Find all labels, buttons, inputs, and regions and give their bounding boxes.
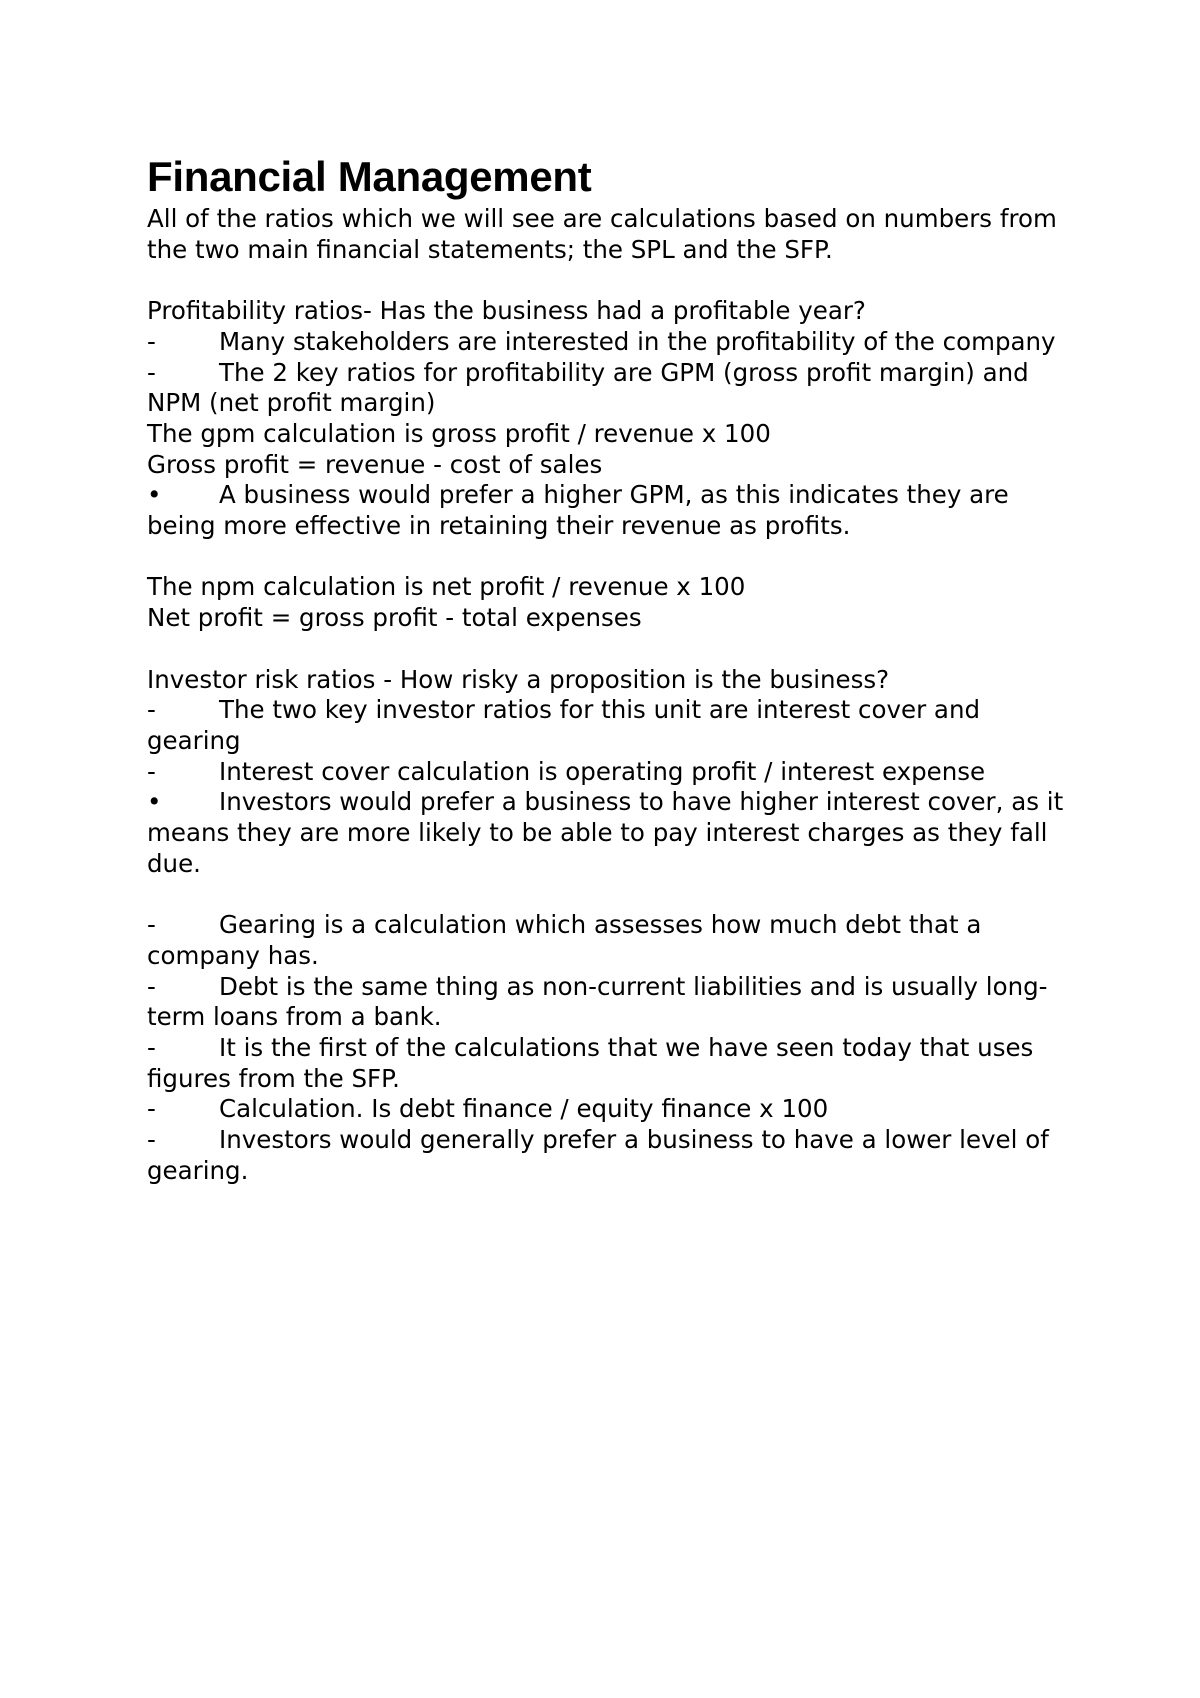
list-item [147,480,1077,541]
list-item [147,1094,1077,1125]
gpm-calculation: The gpm calculation is gross profit / revenue x 100 [147,418,771,448]
net-profit-definition: Net profit = gross profit - total expenses [147,603,642,633]
list-item [147,1033,1077,1094]
list-item [147,695,1077,756]
dash-marker: - [147,910,156,940]
document-title: Financial Management [147,153,592,200]
gross-profit-definition: Gross profit = revenue - cost of sales [147,449,603,479]
list-item [147,1125,1077,1186]
document-body [147,152,1077,1186]
spacer [147,634,1077,665]
list-item [147,757,1077,788]
bullet-marker: • [147,480,162,510]
bullet-marker: • [147,787,162,817]
intro-paragraph: All of the ratios which we will see are calculations based on numbers from the two main financial statements; the SPL and the SFP. [147,204,1057,264]
dash-marker: - [147,971,156,1001]
dash-marker: - [147,357,156,387]
dash-marker: - [147,756,156,786]
investor-heading: Investor risk ratios - How risky a proposition is the business? [147,664,890,694]
spacer [147,879,1077,910]
list-item-text: It is the first of the calculations that we have seen today that uses figures from the SFP. [147,1032,1034,1093]
dash-marker: - [147,695,156,725]
dash-marker: - [147,1032,156,1062]
list-item-text: Investors would prefer a business to have higher interest cover, as it means they are more likely to be able to pay interest charges as they fall due. [147,787,1064,878]
profitability-heading: Profitability ratios- Has the business had a profitable year? [147,296,866,326]
list-item-text: The two key investor ratios for this unit are interest cover and gearing [147,695,981,755]
list-item [147,910,1077,971]
dash-marker: - [147,1125,156,1155]
list-item-text: Gearing is a calculation which assesses how much debt that a company has. [147,910,982,970]
dash-marker: - [147,326,156,356]
list-item [147,358,1077,419]
list-item-text: The 2 key ratios for profitability are GPM (gross profit margin) and NPM (net profit margin) [147,357,1029,418]
list-item [147,327,1077,358]
list-item-text: Calculation. Is debt finance / equity finance x 100 [219,1094,829,1124]
spacer [147,542,1077,573]
spacer [147,265,1077,296]
list-item-text: Investors would generally prefer a business to have a lower level of gearing. [147,1125,1049,1185]
list-item-text: Many stakeholders are interested in the profitability of the company [219,326,1056,356]
npm-calculation: The npm calculation is net profit / revenue x 100 [147,572,746,602]
list-item [147,787,1077,879]
list-item-text: Debt is the same thing as non-current liabilities and is usually long-term loans from a bank. [147,971,1048,1032]
list-item-text: Interest cover calculation is operating profit / interest expense [219,756,986,786]
list-item [147,972,1077,1033]
list-item-text: A business would prefer a higher GPM, as this indicates they are being more effective in retaining their revenue as profits. [147,480,1009,541]
dash-marker: - [147,1094,156,1124]
